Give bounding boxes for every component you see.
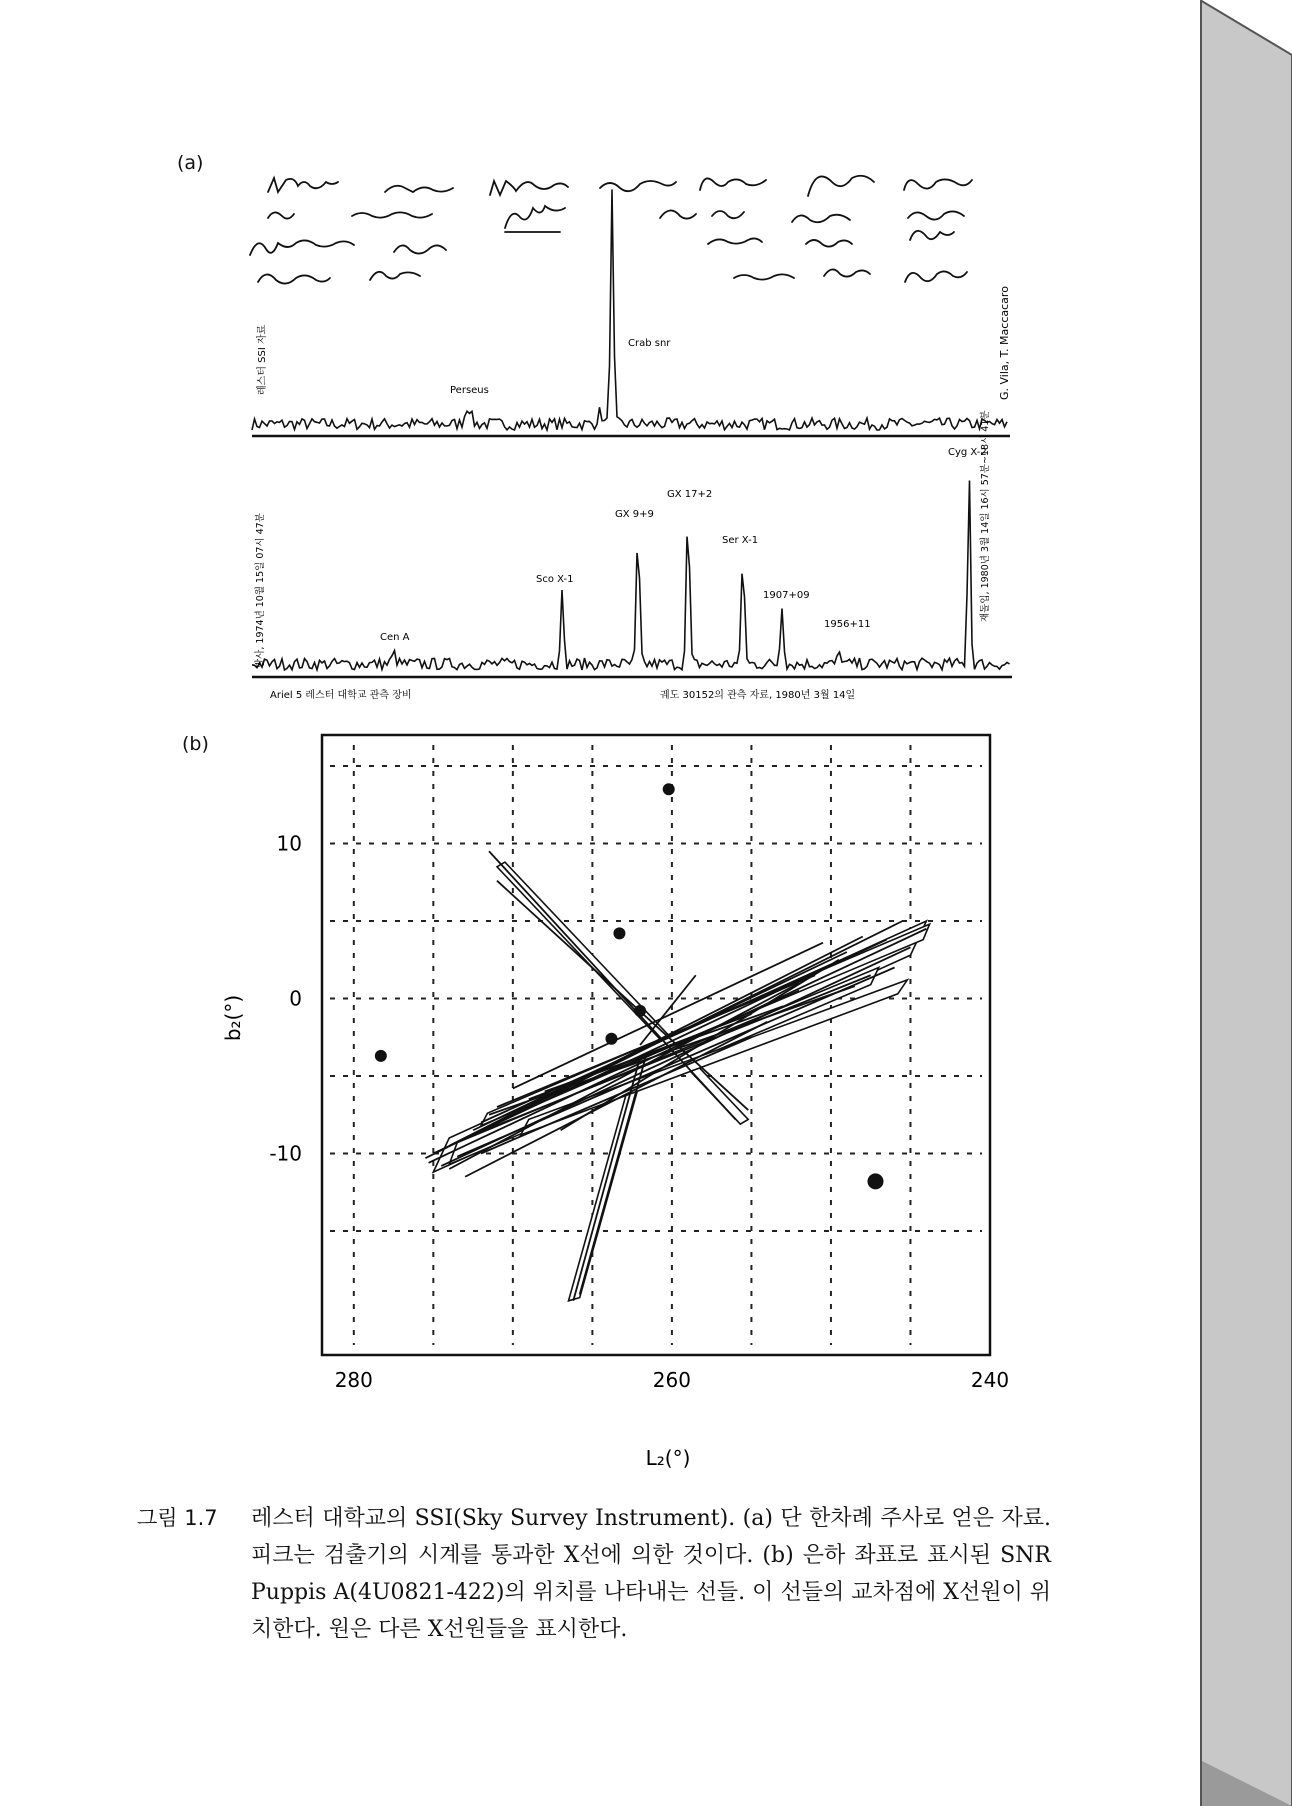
xray-source-dot [663, 783, 675, 795]
position-line [561, 960, 839, 1131]
top-scan-trace [252, 189, 1007, 430]
y-tick-label: 0 [289, 986, 302, 1011]
panel-b-label: (b) [182, 733, 209, 755]
x-tick-label: 240 [970, 1368, 1010, 1392]
bottom-right-note: 재돌입, 1980년 3월 14일 16시 57분~18시 41분 [980, 410, 991, 622]
position-line [429, 929, 927, 1163]
axis-ticks [269, 832, 1009, 1393]
caption-number: 그림 1.7 [137, 1506, 218, 1530]
bottom-footer-right: 궤도 30152의 관측 자료, 1980년 3월 14일 [660, 690, 856, 701]
label-sco-x1: Sco X-1 [536, 574, 574, 585]
label-cyg-x2: Cyg X-2 [948, 447, 987, 458]
xray-source-dot [634, 1005, 646, 1017]
top-scan-ylabel: 레스터 SSI 자료 [257, 324, 268, 395]
y-tick-label: 10 [276, 831, 302, 856]
label-crab: Crab snr [628, 338, 671, 349]
position-line [513, 991, 799, 1115]
label-1907-09: 1907+09 [763, 590, 810, 601]
label-gx-17-2: GX 17+2 [667, 489, 713, 500]
label-ser-x1: Ser X-1 [722, 535, 759, 546]
bottom-footer-left: Ariel 5 레스터 대학교 관측 장비 [270, 690, 412, 701]
y-tick-label: -10 [269, 1141, 302, 1166]
x-axis-label: L₂(°) [645, 1446, 691, 1470]
caption-text: 레스터 대학교의 SSI(Sky Survey Instrument). (a) 단 한차례 주사로 얻은 자료. 피크는 검출기의 시계를 통과한 X선에 의한 것이다. (b) 은하 좌표로 표시된 SNR Puppis A(4U0821-422)의 위치를 나타내는 선들. 이 선들의 교차점에 X선원이 위치한다. 원은 다른 X선원들을 표시한다. [251, 1506, 1051, 1642]
position-boxes [433, 862, 929, 1301]
panel-a-label: (a) [177, 152, 204, 174]
label-cen-a: Cen A [380, 632, 410, 643]
position-line [465, 975, 871, 1138]
xray-source-dot [613, 927, 625, 939]
x-tick-label: 280 [334, 1368, 373, 1392]
y-axis-label: b₂(°) [221, 994, 245, 1042]
x-tick-label: 260 [652, 1368, 691, 1392]
label-gx-9-9: GX 9+9 [615, 509, 654, 520]
label-perseus: Perseus [450, 385, 489, 396]
label-1956-11: 1956+11 [824, 619, 871, 630]
xray-source-dot [375, 1050, 387, 1062]
galactic-plot [0, 720, 1200, 1480]
side-credit: G. Vila, T. Maccacaro [998, 286, 1011, 400]
bottom-left-note: 발사, 1974년 10월 15일 07시 47분 [255, 513, 266, 668]
xray-source-dot [605, 1033, 617, 1045]
scan-panel [0, 0, 1200, 720]
xray-source-dot [867, 1173, 883, 1189]
